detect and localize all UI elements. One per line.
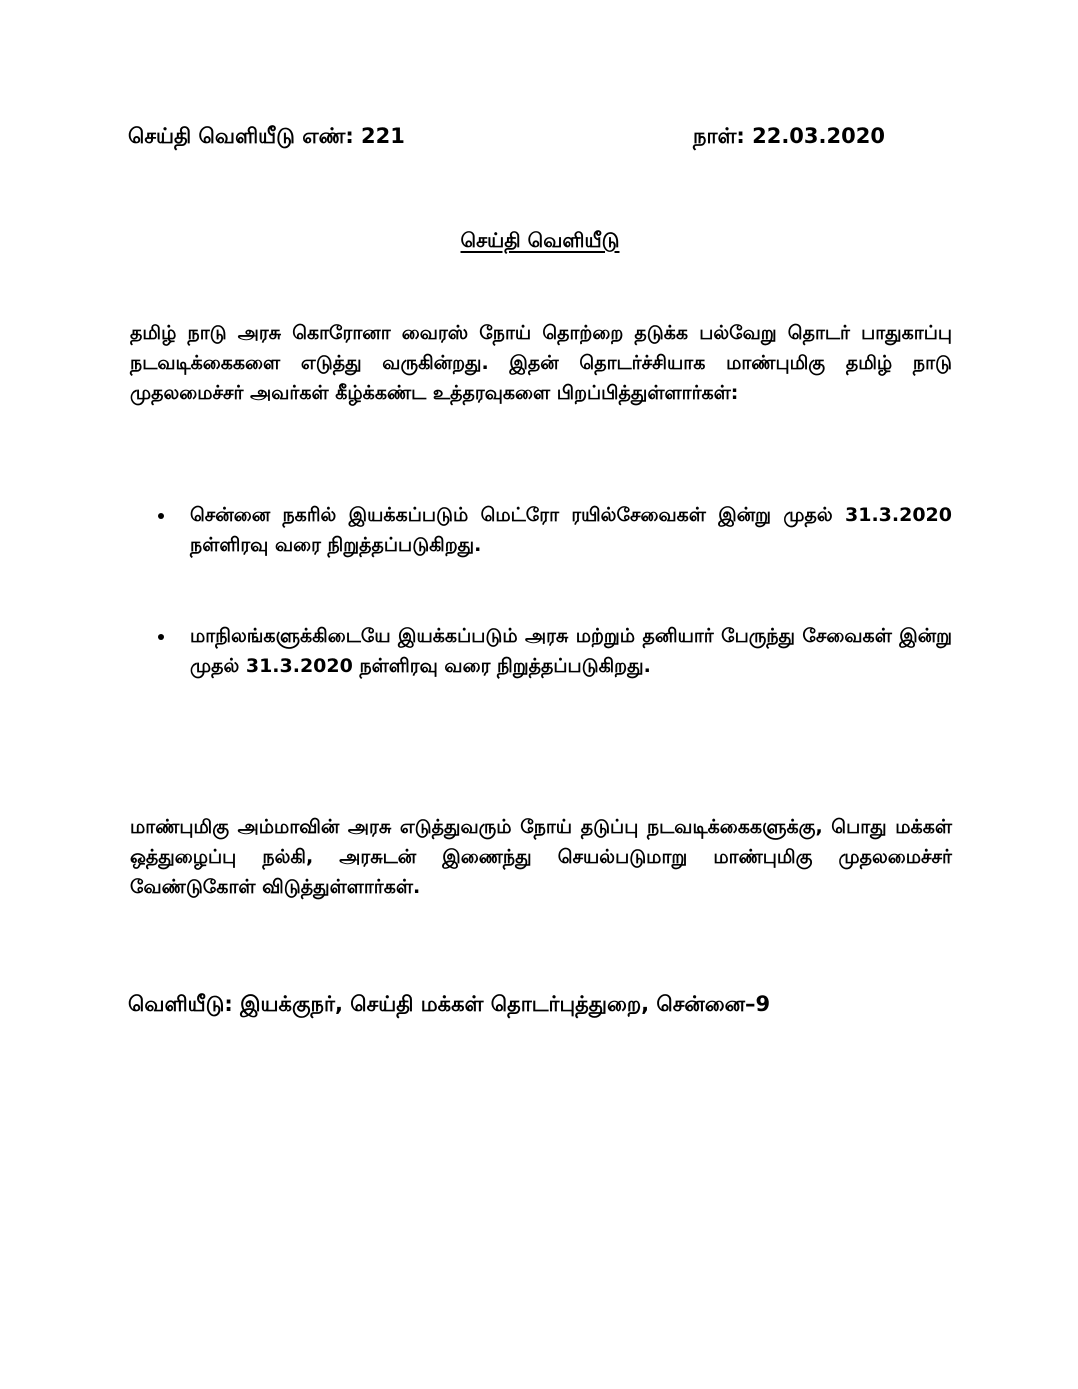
order-list-2 xyxy=(130,621,952,681)
appeal-paragraph: மாண்புமிகு அம்மாவின் அரசு எடுத்துவரும் நோய் தடுப்பு நடவடிக்கைகளுக்கு, பொது மக்கள் ஒத்துழைப்பு நல்கி, அரசுடன் இணைந்து செயல்படுமாறு மாண்புமிகு முதலமைச்சர் வேண்டுகோள் விடுத்துள்ளார்கள். xyxy=(130,816,952,898)
bullet-icon xyxy=(158,634,164,640)
bullet-icon xyxy=(158,513,164,519)
release-number: செய்தி வெளியீடு எண்: 221 xyxy=(128,124,405,148)
issuer-footer: வெளியீடு: இயக்குநர், செய்தி மக்கள் தொடர்புத்துறை, சென்னை–9 xyxy=(128,992,771,1016)
release-date: நாள்: 22.03.2020 xyxy=(693,124,885,148)
intro-paragraph: தமிழ் நாடு அரசு கொரோனா வைரஸ் நோய் தொற்றை தடுக்க பல்வேறு தொடர் பாதுகாப்பு நடவடிக்கைகளை எடுத்து வருகின்றது. இதன் தொடர்ச்சியாக மாண்புமிகு தமிழ் நாடு முதலமைச்சர் அவர்கள் கீழ்க்கண்ட உத்தரவுகளை பிறப்பித்துள்ளார்கள்: xyxy=(130,322,952,404)
list-item xyxy=(130,621,952,681)
order-text: சென்னை நகரில் இயக்கப்படும் மெட்ரோ ரயில்சேவைகள் இன்று முதல் 31.3.2020 நள்ளிரவு வரை நிறுத்தப்படுகிறது. xyxy=(190,504,952,556)
document-title: செய்தி வெளியீடு xyxy=(460,228,620,252)
order-text: மாநிலங்களுக்கிடையே இயக்கப்படும் அரசு மற்றும் தனியார் பேருந்து சேவைகள் இன்று முதல் 31.3.2020 நள்ளிரவு வரை நிறுத்தப்படுகிறது. xyxy=(190,625,952,677)
order-list-1 xyxy=(130,500,952,560)
list-item xyxy=(130,500,952,560)
